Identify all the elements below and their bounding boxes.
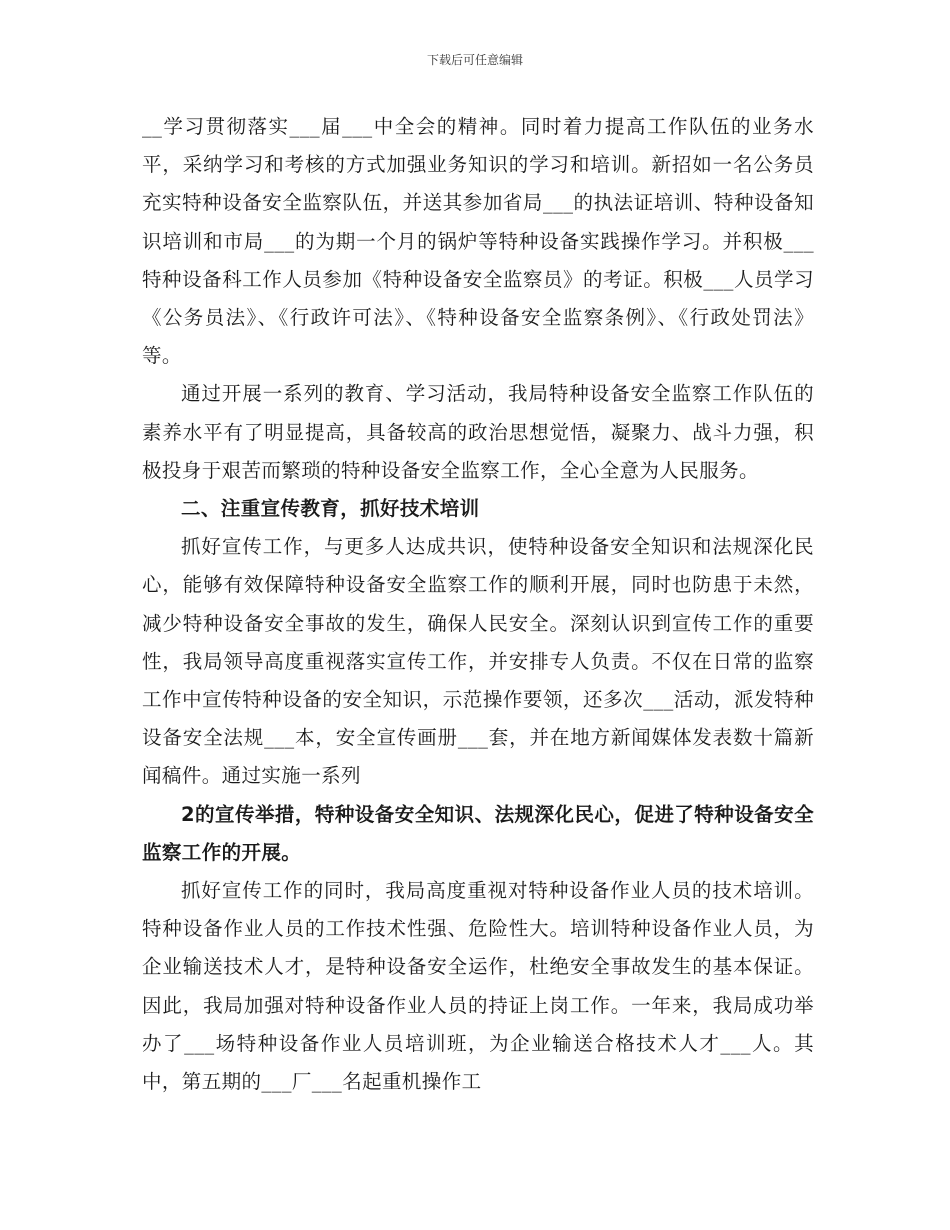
section-heading-2: 二、注重宣传教育，抓好技术培训 [181,497,480,521]
page-header-note: 下载后可任意编辑 [426,53,523,67]
document-body [142,108,814,1101]
paragraph-1: __学习贯彻落实___届___中全会的精神。同时着力提高工作队伍的业务水平，采纳学习和考核的方式加强业务知识的学习和培训。新招如一名公务员充实特种设备安全监察队伍，并送其参加省局___的执法证培训、特种设备知识培训和市局___的为期一个月的锅炉等特种设备实践操作学习。并积极___特种设备科工作人员参加《特种设备安全监察员》的考证。积极___人员学习《公务员法》、《行政许可法》、《特种设备安全监察条例》、《行政处罚法》等。 [142,115,814,368]
paragraph-bold-summary: 2的宣传举措，特种设备安全知识、法规深化民心，促进了特种设备安全监察工作的开展。 [142,802,814,864]
paragraph-2: 通过开展一系列的教育、学习活动，我局特种设备安全监察工作队伍的素养水平有了明显提高，具备较高的政治思想觉悟，凝聚力、战斗力强，积极投身于艰苦而繁琐的特种设备安全监察工作，全心全意为人民服务。 [142,382,814,482]
paragraph-3: 抓好宣传工作，与更多人达成共识，使特种设备安全知识和法规深化民心，能够有效保障特种设备安全监察工作的顺利开展，同时也防患于未然，减少特种设备安全事故的发生，确保人民安全。深刻认识到宣传工作的重要性，我局领导高度重视落实宣传工作，并安排专人负责。不仅在日常的监察工作中宣传特种设备的安全知识，示范操作要领，还多次___活动，派发特种设备安全法规___本，安全宣传画册___套，并在地方新闻媒体发表数十篇新闻稿件。通过实施一系列 [142,535,814,788]
paragraph-4: 抓好宣传工作的同时，我局高度重视对特种设备作业人员的技术培训。特种设备作业人员的工作技术性强、危险性大。培训特种设备作业人员，为企业输送技术人才，是特种设备安全运作，杜绝安全事故发生的基本保证。因此，我局加强对特种设备作业人员的持证上岗工作。一年来，我局成功举办了___场特种设备作业人员培训班，为企业输送合格技术人才___人。其中，第五期的___厂___名起重机操作工 [142,879,814,1094]
